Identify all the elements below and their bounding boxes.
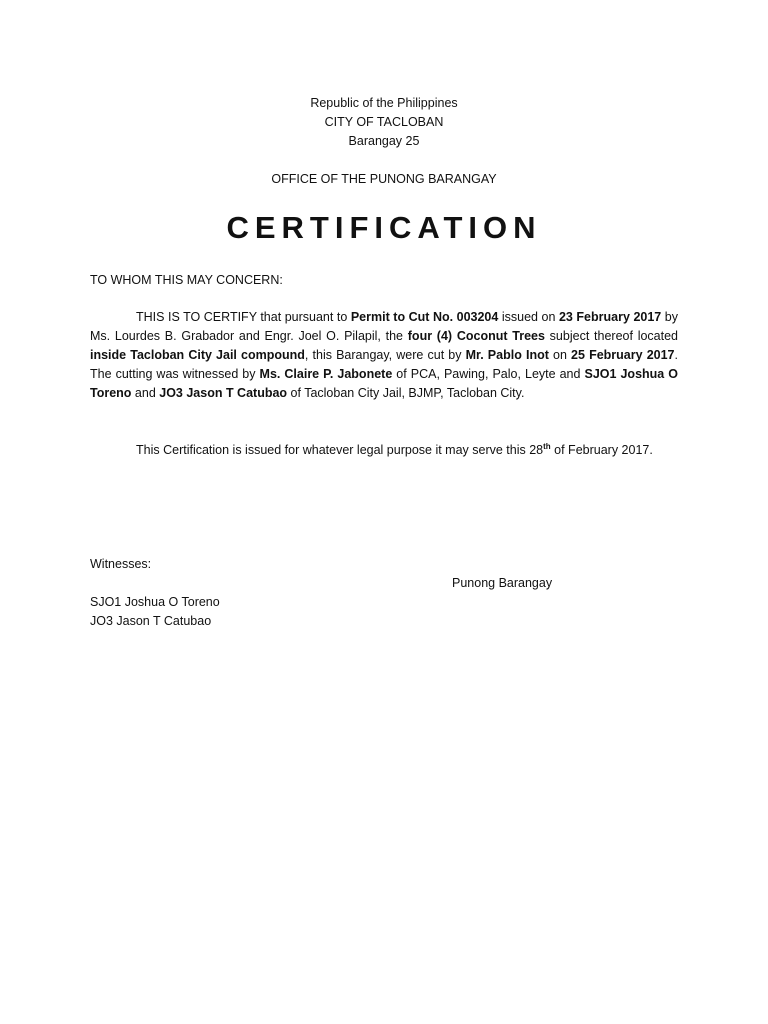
- p2-text-2: of February 2017.: [550, 443, 653, 457]
- witness-name: JO3 Jason T Catubao: [90, 614, 212, 628]
- document-header: [0, 94, 768, 151]
- header-barangay: Barangay 25: [348, 134, 420, 148]
- signatory-title: Punong Barangay: [452, 576, 553, 590]
- tree-count: four (4) Coconut Trees: [407, 329, 545, 343]
- permit-date: 23 February 2017: [558, 310, 662, 324]
- witness-list: [90, 593, 220, 631]
- p1-text-2: issued on: [498, 310, 559, 324]
- document-title: CERTIFICATION: [226, 210, 542, 245]
- witness-1-bold: SJO1 Joshua O Toreno: [90, 367, 678, 400]
- witness-pca: Ms. Claire P. Jabonete: [259, 367, 393, 381]
- p1-text-10: of Tacloban City Jail, BJMP, Tacloban City.: [287, 386, 525, 400]
- header-country: Republic of the Philippines: [310, 96, 458, 110]
- header-city: CITY OF TACLOBAN: [324, 115, 444, 129]
- location: inside Tacloban City Jail compound: [90, 348, 305, 362]
- p1-text-4: subject thereof located: [544, 329, 679, 343]
- p1-text-6: on: [548, 348, 572, 362]
- witness-name: SJO1 Joshua O Toreno: [90, 595, 220, 609]
- witness-2-bold: JO3 Jason T Catubao: [159, 386, 288, 400]
- p1-text-5: , this Barangay, were cut by: [304, 348, 466, 362]
- salutation: TO WHOM THIS MAY CONCERN:: [90, 273, 283, 287]
- p2-text-1: This Certification is issued for whatever legal purpose it may serve this 28: [136, 443, 544, 457]
- purpose-paragraph: [90, 441, 678, 460]
- ordinal-suffix: th: [543, 441, 551, 451]
- p1-text-1: THIS IS TO CERTIFY that pursuant to: [136, 310, 351, 324]
- p1-text-7: . The cutting was witnessed by: [90, 348, 678, 381]
- p1-text-9: and: [131, 386, 160, 400]
- permit-number: Permit to Cut No. 003204: [350, 310, 499, 324]
- cutter-name: Mr. Pablo Inot: [465, 348, 549, 362]
- witnesses-label: Witnesses:: [90, 557, 152, 571]
- p1-text-3: by Ms. Lourdes B. Grabador and Engr. Joel O. Pilapil, the: [90, 310, 678, 343]
- certification-paragraph: [90, 308, 678, 403]
- cut-date: 25 February 2017: [571, 348, 675, 362]
- office-name: OFFICE OF THE PUNONG BARANGAY: [271, 172, 497, 186]
- p1-text-8: of PCA, Pawing, Palo, Leyte and: [392, 367, 585, 381]
